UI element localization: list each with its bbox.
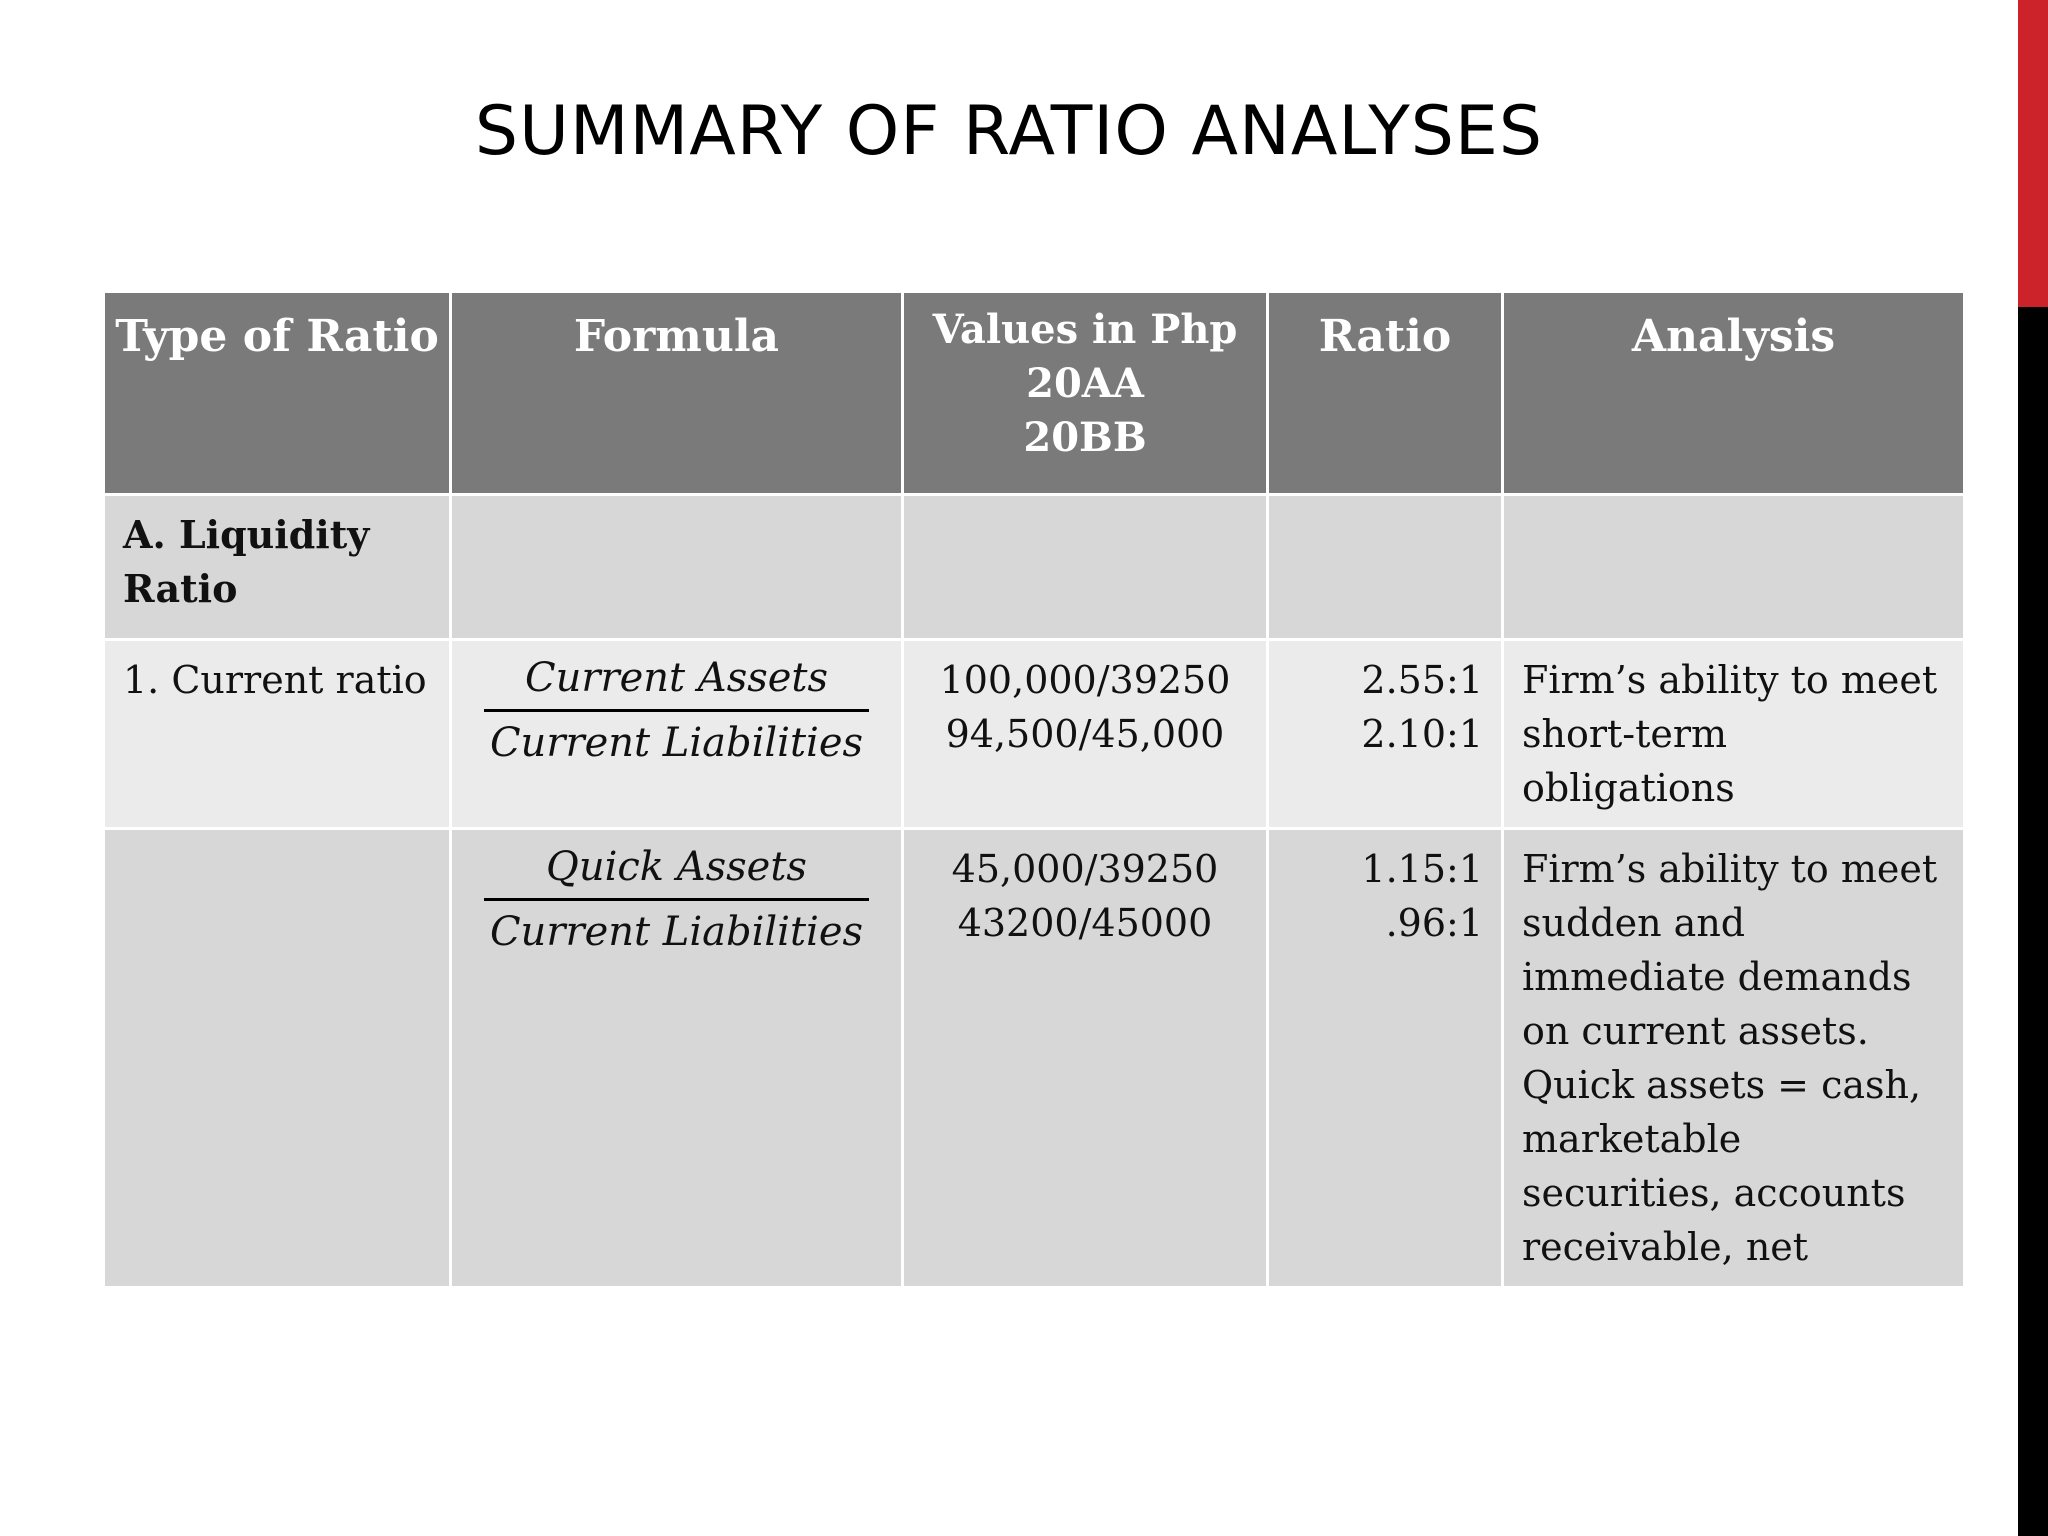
section-row bbox=[104, 495, 1965, 640]
table-row bbox=[104, 640, 1965, 829]
ratio-20aa: 1.15:1 bbox=[1361, 847, 1483, 891]
formula-numerator: Quick Assets bbox=[484, 842, 869, 901]
values-cell bbox=[903, 640, 1268, 829]
ratio-20aa: 2.55:1 bbox=[1361, 658, 1483, 702]
header-values-year-aa: 20AA bbox=[1026, 360, 1144, 407]
header-analysis: Analysis bbox=[1503, 292, 1965, 495]
ratio-table bbox=[102, 290, 1966, 1289]
page-title: SUMMARY OF RATIO ANALYSES bbox=[474, 92, 1544, 171]
value-20bb: 43200/45000 bbox=[957, 901, 1213, 945]
ratio-20bb: 2.10:1 bbox=[1361, 712, 1483, 756]
value-20aa: 100,000/39250 bbox=[939, 658, 1231, 702]
section-empty-cell bbox=[903, 495, 1268, 640]
formula-denominator: Current Liabilities bbox=[489, 909, 864, 955]
ratio-type: 1. Current ratio bbox=[104, 640, 451, 829]
values-cell bbox=[903, 829, 1268, 1288]
formula-numerator: Current Assets bbox=[484, 653, 869, 712]
section-empty-cell bbox=[1268, 495, 1503, 640]
formula-cell bbox=[451, 829, 903, 1288]
value-20bb: 94,500/45,000 bbox=[945, 712, 1225, 756]
ratio-cell bbox=[1268, 829, 1503, 1288]
header-values-label: Values in Php bbox=[932, 306, 1238, 353]
header-type-of-ratio: Type of Ratio bbox=[104, 292, 451, 495]
header-formula: Formula bbox=[451, 292, 903, 495]
section-empty-cell bbox=[451, 495, 903, 640]
formula-fraction bbox=[484, 653, 869, 768]
header-values-year-bb: 20BB bbox=[1023, 414, 1147, 461]
formula-fraction bbox=[484, 842, 869, 957]
analysis-cell: Firm’s ability to meet sudden and immediate demands on current assets. Quick assets = cash, marketable securities, accounts receivable, net bbox=[1503, 829, 1965, 1288]
table-header-row bbox=[104, 292, 1965, 495]
section-empty-cell bbox=[1503, 495, 1965, 640]
ratio-type bbox=[104, 829, 451, 1288]
formula-cell bbox=[451, 640, 903, 829]
accent-bar-red bbox=[2018, 0, 2048, 307]
value-20aa: 45,000/39250 bbox=[951, 847, 1219, 891]
accent-bar-black bbox=[2018, 307, 2048, 1536]
table-row bbox=[104, 829, 1965, 1288]
header-ratio: Ratio bbox=[1268, 292, 1503, 495]
formula-denominator: Current Liabilities bbox=[489, 720, 864, 766]
ratio-cell bbox=[1268, 640, 1503, 829]
section-label: A. Liquidity Ratio bbox=[104, 495, 451, 640]
ratio-20bb: .96:1 bbox=[1385, 901, 1483, 945]
analysis-cell: Firm’s ability to meet short-term obligations bbox=[1503, 640, 1965, 829]
header-values bbox=[903, 292, 1268, 495]
